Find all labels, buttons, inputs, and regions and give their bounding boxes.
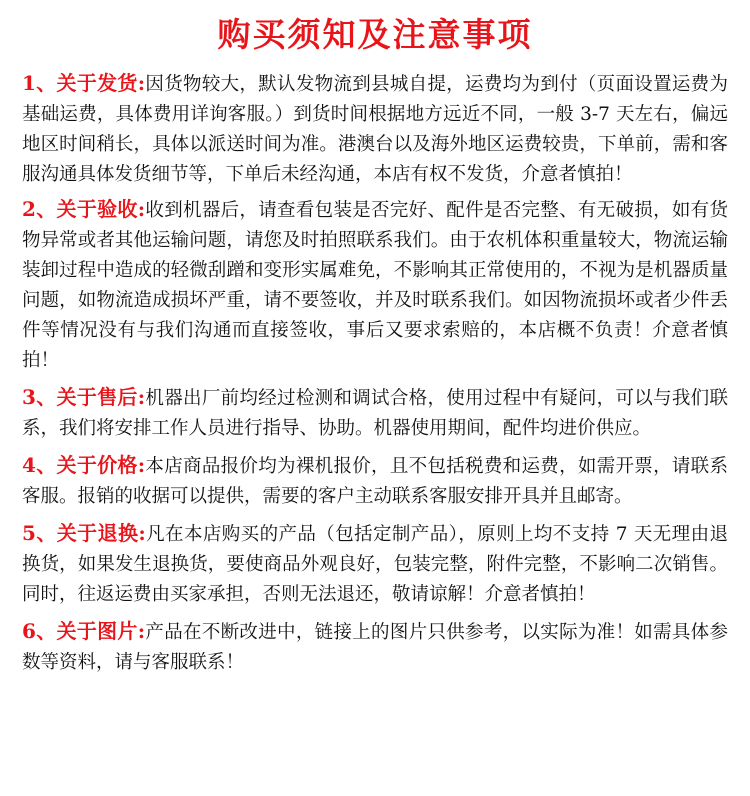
section-text: 收到机器后，请查看包装是否完好、配件是否完整、有无破损，如有货物异常或者其他运输问题，请您及时拍照联系我们。由于农机体积重量较大，物流运输装卸过程中造成的轻微刮蹭和变形实属难免，不影响其正常使用的，不视为是机器质量问题，如物流造成损坏严重，请不要签收，并及时联系我们。如因物流损坏或者少件丢件等情况没有与我们沟通而直接签收，事后又要求索赔的，本店概不负责！介意者慎拍！ bbox=[22, 200, 728, 371]
section-returns bbox=[22, 518, 728, 610]
section-text: 凡在本店购买的产品（包括定制产品），原则上均不支持 7 天无理由退换货，如果发生退换货，要使商品外观良好，包装完整，附件完整，不影响二次销售。同时，往返运费由买家承担，否则无法退还，敬请谅解！介意者慎拍！ bbox=[22, 524, 728, 605]
section-text: 机器出厂前均经过检测和调试合格，使用过程中有疑问，可以与我们联系，我们将安排工作人员进行指导、协助。机器使用期间，配件均进价供应。 bbox=[22, 388, 728, 439]
section-heading: 1、关于发货: bbox=[22, 71, 146, 95]
section-inspection bbox=[22, 194, 728, 376]
section-heading: 3、关于售后: bbox=[22, 385, 146, 409]
section-price bbox=[22, 450, 728, 512]
page-title: 购买须知及注意事项 bbox=[217, 15, 533, 54]
section-heading: 5、关于退换: bbox=[22, 521, 146, 545]
section-text: 产品在不断改进中，链接上的图片只供参考，以实际为准！如需具体参数等资料，请与客服联系！ bbox=[22, 622, 728, 673]
section-text: 因货物较大，默认发物流到县城自提，运费均为到付（页面设置运费为基础运费，具体费用详询客服。）到货时间根据地方远近不同，一般 3-7 天左右，偏远地区时间稍长，具体以派送时间为准。港澳台以及海外地区运费较贵，下单前，需和客服沟通具体发货细节等，下单后未经沟通，本店有权不发货，介意者慎拍！ bbox=[22, 74, 728, 185]
section-text: 本店商品报价均为裸机报价，且不包括税费和运费，如需开票，请联系客服。报销的收据可以提供，需要的客户主动联系客服安排开具并且邮寄。 bbox=[22, 456, 728, 507]
section-after-sales bbox=[22, 382, 728, 444]
section-heading: 4、关于价格: bbox=[22, 453, 146, 477]
section-heading: 6、关于图片: bbox=[22, 619, 146, 643]
section-heading: 2、关于验收: bbox=[22, 197, 146, 221]
section-images bbox=[22, 616, 728, 678]
section-shipping bbox=[22, 68, 728, 190]
